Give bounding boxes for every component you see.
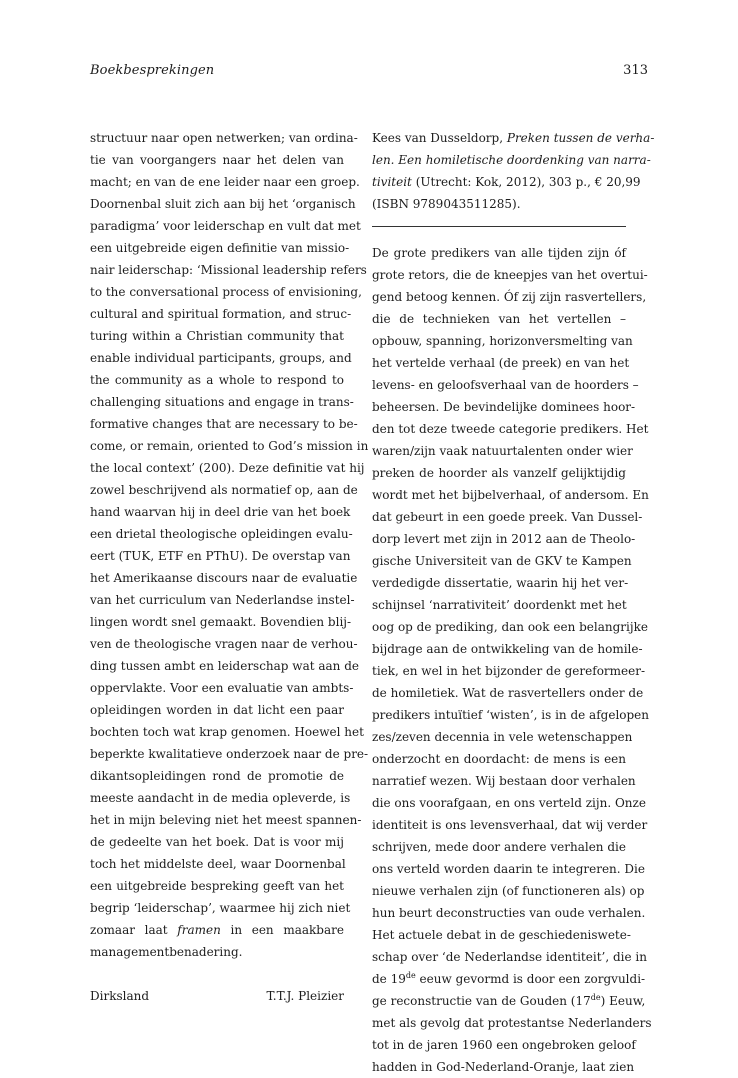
text-line: narratief wezen. Wij bestaan door verhalen: [372, 774, 636, 788]
text-line: bochten toch wat krap genomen. Hoewel het: [90, 725, 364, 739]
citation-line: tiviteit (Utrecht: Kok, 2012), 303 p., € 20,99: [372, 175, 641, 189]
text-line: een drietal theologische opleidingen evalu-: [90, 527, 353, 541]
text-line: predikers intuïtief ‘wisten’, is in de afgelopen: [372, 708, 650, 722]
text-line: waren/zijn vaak natuurtalenten onder wier: [372, 444, 633, 458]
text-line: verdedigde dissertatie, waarin hij het ver-: [372, 576, 629, 590]
text-line: beheersen. De bevindelijke dominees hoor-: [372, 400, 636, 414]
text-line: eert (TUK, ETF en PThU). De overstap van: [90, 549, 351, 563]
text-line: hun beurt deconstructies van oude verhalen.: [372, 906, 646, 920]
book-citation: [372, 127, 655, 215]
text-line: schijnsel ‘narrativiteit’ doordenkt met het: [372, 598, 627, 612]
signature-place: Dirksland: [90, 989, 150, 1003]
text-line: dikantsopleidingen rond de promotie de: [90, 769, 344, 783]
text-line: dat gebeurt in een goede preek. Van Dussel-: [372, 510, 643, 524]
text-line: gische Universiteit van de GKV te Kampen: [372, 554, 632, 568]
page-number: 313: [623, 63, 648, 78]
text-line: met als gevolg dat protestantse Nederlanders: [372, 1016, 652, 1030]
text-line: de gedeelte van het boek. Dat is voor mij: [90, 835, 344, 849]
text-line: hand waarvan hij in deel drie van het boek: [90, 505, 351, 519]
text-line: dorp levert met zijn in 2012 aan de Theolo-: [372, 532, 636, 546]
text-line: preken de hoorder als vanzelf gelijktijdig: [372, 466, 626, 480]
text-line: Doornenbal sluit zich aan bij het ‘organisch: [90, 197, 356, 211]
citation-line: Kees van Dusseldorp, Preken tussen de verha-: [372, 131, 655, 145]
text-line: beperkte kwalitatieve onderzoek naar de pre-: [90, 747, 369, 761]
text-line: meeste aandacht in de media opleverde, is: [90, 791, 351, 805]
text-line: een uitgebreide eigen definitie van missio-: [90, 241, 350, 255]
text-line: zowel beschrijvend als normatief op, aan de: [90, 483, 358, 497]
right-column: [372, 127, 655, 1078]
text-line: een uitgebreide bespreking geeft van het: [90, 879, 344, 893]
text-line: lingen wordt snel gemaakt. Bovendien blij-: [90, 615, 352, 629]
text-line: the community as a whole to respond to: [90, 373, 344, 387]
blank-line: [90, 963, 344, 985]
text-line: cultural and spiritual formation, and struc-: [90, 307, 352, 321]
text-line: challenging situations and engage in trans-: [90, 395, 354, 409]
left-column: [90, 127, 369, 1007]
text-line: hadden in God-Nederland-Oranje, laat zien: [372, 1060, 635, 1074]
separator-rule: [372, 226, 626, 227]
text-line: die ons voorafgaan, en ons verteld zijn. Onze: [372, 796, 646, 810]
text-line: zes/zeven decennia in vele wetenschappen: [372, 730, 633, 744]
text-line: levens- en geloofsverhaal van de hoorders –: [372, 378, 639, 392]
left-column-body: [90, 127, 369, 919]
text-line: wordt met het bijbelverhaal, of andersom. En: [372, 488, 649, 502]
text-line: the local context’ (200). Deze definitie vat hij: [90, 461, 365, 475]
text-line: to the conversational process of envisioning,: [90, 285, 362, 299]
running-header-section: Boekbesprekingen: [90, 63, 215, 78]
text-line: paradigma’ voor leiderschap en vult dat met: [90, 219, 361, 233]
citation-line: (ISBN 9789043511285).: [372, 197, 521, 211]
text-line: zomaar laat framen in een maakbare: [90, 923, 344, 937]
text-line: onderzocht en doordacht: de mens is een: [372, 752, 626, 766]
citation-line: len. Een homiletische doordenking van narra-: [372, 153, 651, 167]
text-line: ons verteld worden daarin te integreren. Die: [372, 862, 645, 876]
text-line: nair leiderschap: ‘Missional leadership refers: [90, 263, 367, 277]
text-line: come, or remain, oriented to God’s mission in: [90, 439, 369, 453]
text-line: bijdrage aan de ontwikkeling van de homile-: [372, 642, 643, 656]
text-line: macht; en van de ene leider naar een groep.: [90, 175, 360, 189]
text-line: oog op de prediking, dan ook een belangrijke: [372, 620, 648, 634]
text-line: tiek, en wel in het bijzonder de gereformeer-: [372, 664, 646, 678]
text-line: de homiletiek. Wat de rasvertellers onder de: [372, 686, 644, 700]
italic-word: framen: [177, 923, 221, 937]
text-line: begrip ‘leiderschap’, waarmee hij zich niet: [90, 901, 351, 915]
text-line: het in mijn beleving niet het meest spannen-: [90, 813, 362, 827]
text-line: het vertelde verhaal (de preek) en van het: [372, 356, 630, 370]
text-line: enable individual participants, groups, and: [90, 351, 352, 365]
text-line: gend betoog kennen. Óf zij zijn rasvertellers,: [372, 290, 647, 304]
text-line: nieuwe verhalen zijn (of functioneren als) op: [372, 884, 645, 898]
text-line: den tot deze tweede categorie predikers. Het: [372, 422, 649, 436]
text-line: het Amerikaanse discours naar de evaluatie: [90, 571, 358, 585]
signature-name: T.T.J. Pleizier: [266, 989, 344, 1003]
text-line: structuur naar open netwerken; van ordina-: [90, 131, 358, 145]
text-line: managementbenadering.: [90, 945, 243, 959]
text-line: ge reconstructie van de Gouden (17de) Eeuw,: [372, 993, 646, 1008]
text-line: van het curriculum van Nederlandse instel-: [90, 593, 355, 607]
right-column-tail: [372, 1012, 652, 1078]
text-line: Het actuele debat in de geschiedeniswete-: [372, 928, 631, 942]
text-line: turing within a Christian community that: [90, 329, 344, 343]
text-line: schap over ‘de Nederlandse identiteit’, die in: [372, 950, 647, 964]
text-line: schrijven, mede door andere verhalen die: [372, 840, 626, 854]
text-line: tot in de jaren 1960 een ongebroken geloof: [372, 1038, 636, 1052]
text-line: ding tussen ambt en leiderschap wat aan de: [90, 659, 360, 673]
text-line: ven de theologische vragen naar de verhou-: [90, 637, 358, 651]
right-column-body: [372, 242, 650, 968]
text-line: toch het middelste deel, waar Doornenbal: [90, 857, 346, 871]
text-line: tie van voorgangers naar het delen van: [90, 153, 344, 167]
text-line: opbouw, spanning, horizonversmelting van: [372, 334, 633, 348]
text-line: die de technieken van het vertellen –: [372, 312, 626, 326]
text-line: De grote predikers van alle tijden zijn óf: [372, 246, 626, 260]
text-line: grote retors, die de kneepjes van het overtui-: [372, 268, 648, 282]
text-line: oppervlakte. Voor een evaluatie van ambts-: [90, 681, 354, 695]
text-line: identiteit is ons levensverhaal, dat wij verder: [372, 818, 648, 832]
review-signature: [90, 985, 344, 1007]
text-line: opleidingen worden in dat licht een paar: [90, 703, 344, 717]
text-line: de 19de eeuw gevormd is door een zorgvuldi-: [372, 971, 646, 986]
text-line: formative changes that are necessary to be-: [90, 417, 358, 431]
